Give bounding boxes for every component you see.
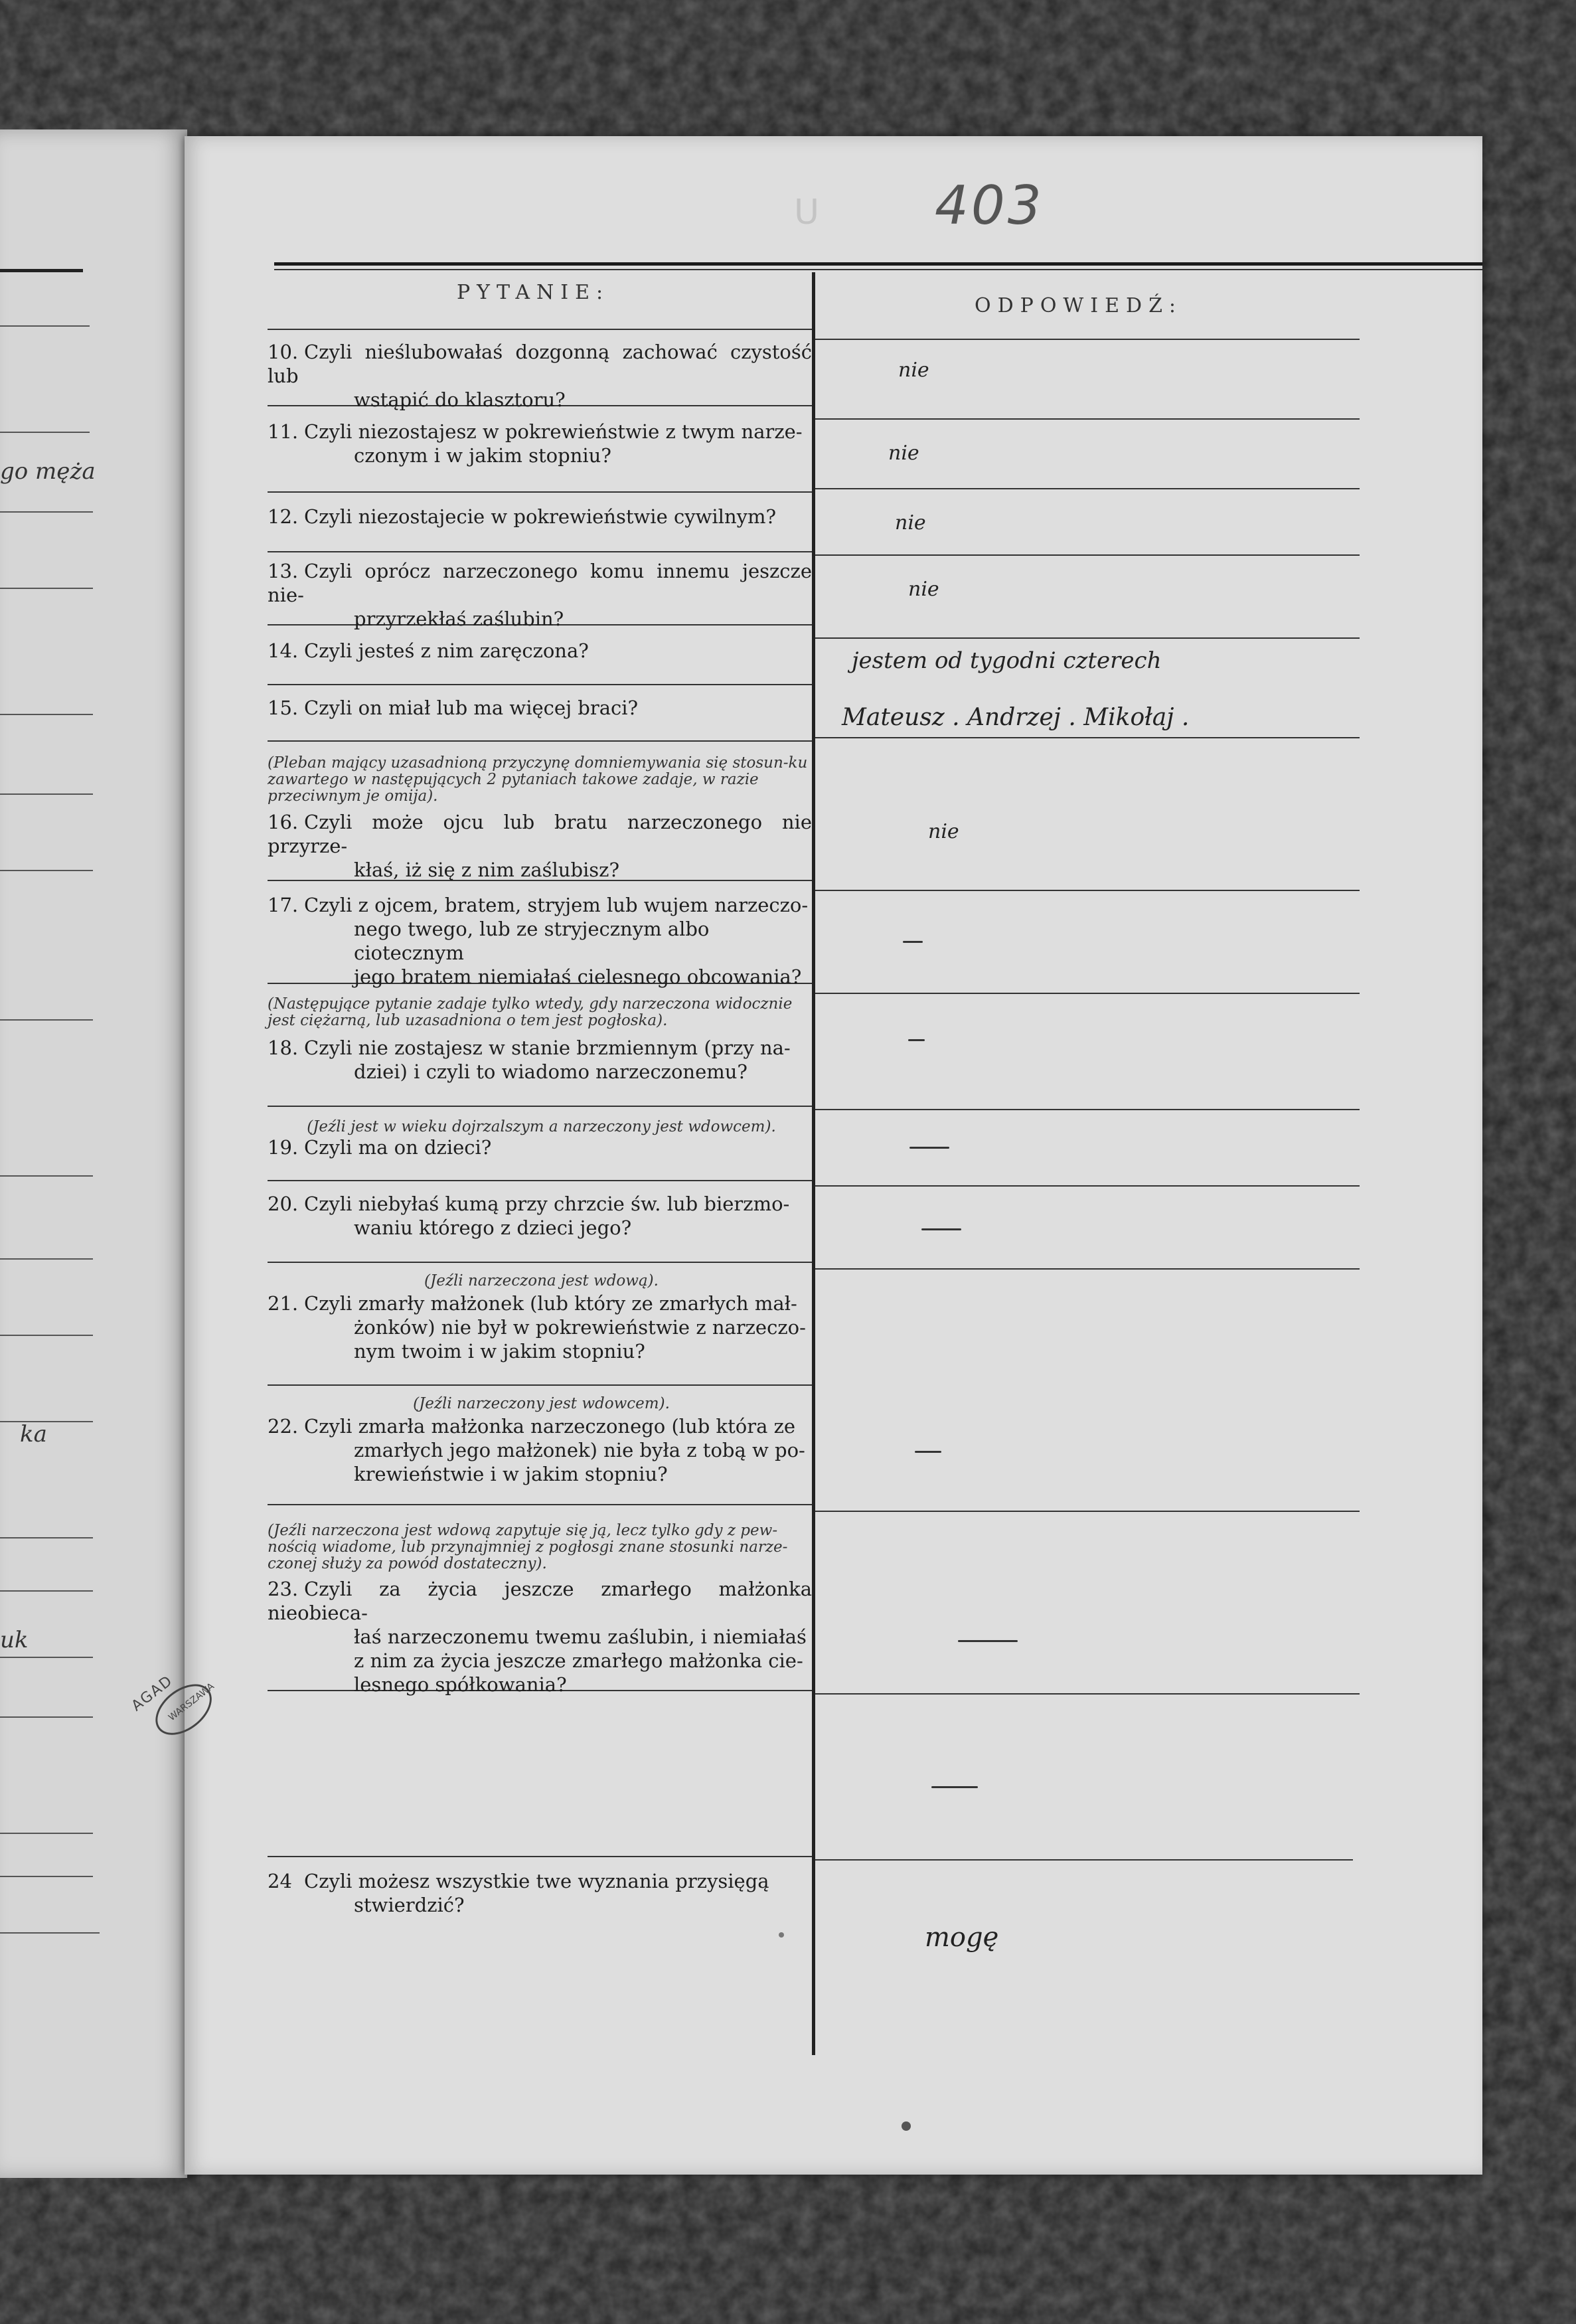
rule	[268, 491, 812, 493]
question-text-cont: dziei) i czyli to wiadomo narzeczonemu?	[354, 1060, 748, 1083]
question-text: Czyli zmarła małżonka narzeczonego (lub która ze	[304, 1415, 796, 1438]
page-dot	[902, 2121, 911, 2131]
answer-13: nie	[908, 578, 939, 601]
question-number: 12.	[268, 505, 299, 528]
question-10	[268, 340, 812, 412]
question-number: 21.	[268, 1292, 299, 1315]
note-16: (Pleban mający uzasadnioną przyczynę domniemywania się stosun-ku zawartego w następujących 2 pytaniach takowe zadaje, w razie przeciwnym je omija).	[268, 754, 808, 805]
rule	[815, 339, 1360, 340]
answer-12: nie	[895, 511, 926, 535]
question-20	[268, 1192, 812, 1240]
answer-14: jestem od tygodni czterech	[852, 647, 1162, 674]
rule	[268, 1106, 812, 1107]
rule	[815, 418, 1360, 420]
rule	[268, 551, 812, 552]
question-14	[268, 639, 812, 663]
question-text-cont: zmarłych jego małżonek) nie była z tobą w po-	[354, 1439, 805, 1461]
question-number: 10.	[268, 341, 299, 363]
question-16	[268, 810, 812, 882]
question-number: 17.	[268, 894, 299, 916]
question-number: 20.	[268, 1193, 299, 1215]
left-page-handwriting-3: uk	[0, 1627, 29, 1653]
question-17	[268, 893, 812, 989]
answer-17-dash	[903, 941, 923, 943]
question-text-cont: waniu którego z dzieci jego?	[354, 1216, 632, 1239]
question-text: Czyli nie zostajesz w stanie brzmiennym (przy na-	[304, 1037, 791, 1059]
answer-20-dash	[921, 1228, 961, 1230]
question-text: Czyli za życia jeszcze zmarłego małżonka nieobieca-	[268, 1578, 812, 1624]
question-text-cont: lesnego spółkowania?	[354, 1673, 567, 1696]
note-22: (Jeźli narzeczony jest wdowcem).	[413, 1395, 670, 1412]
question-text-cont: stwierdzić?	[354, 1894, 465, 1916]
left-page-handwriting-2: ka	[20, 1421, 47, 1448]
rule	[815, 1693, 1360, 1695]
question-text-cont: nego twego, lub ze stryjecznym albo ciotecznym	[354, 918, 710, 964]
rule	[815, 637, 1360, 639]
answer-23-dash	[958, 1640, 1018, 1642]
left-page-handwriting-1: go męża	[0, 458, 96, 485]
question-text: Czyli niezostajesz w pokrewieństwie z twym narze-	[304, 420, 803, 443]
question-number: 13.	[268, 560, 299, 582]
note-21: (Jeźli narzeczona jest wdową).	[424, 1272, 659, 1289]
question-15	[268, 696, 812, 720]
rule	[815, 488, 1360, 489]
question-12	[268, 505, 812, 529]
question-number: 15.	[268, 697, 299, 719]
question-text: Czyli możesz wszystkie twe wyznania przysięgą	[304, 1870, 769, 1892]
previous-page-edge	[0, 129, 187, 2178]
question-number: 16.	[268, 811, 299, 833]
question-text: Czyli oprócz narzeczonego komu innemu jeszcze nie-	[268, 560, 812, 606]
faint-mark: U	[794, 193, 820, 232]
question-18	[268, 1036, 812, 1084]
rule	[815, 890, 1360, 891]
question-text: Czyli nieślubowałaś dozgonną zachować czystość lub	[268, 341, 812, 387]
question-text-cont: czonym i w jakim stopniu?	[354, 444, 611, 467]
question-text-cont: przyrzekłaś zaślubin?	[354, 608, 564, 630]
rule	[268, 1262, 812, 1263]
rule	[268, 1856, 812, 1857]
answer-18-dash	[908, 1039, 925, 1041]
question-text: Czyli niezostajecie w pokrewieństwie cywilnym?	[304, 505, 777, 528]
archive-stamp-subtext: WARSZAWA	[167, 1681, 216, 1724]
question-number: 23.	[268, 1578, 299, 1600]
rule	[815, 1185, 1360, 1187]
question-text-cont: krewieństwie i w jakim stopniu?	[354, 1463, 668, 1485]
rule	[268, 329, 812, 330]
archive-stamp-text: AGAD	[128, 1672, 177, 1715]
note-18: (Następujące pytanie zadaje tylko wtedy, gdy narzeczona widocznie jest ciężarną, lub uzasadniona o tem jest pogłoska).	[268, 995, 793, 1029]
answer-19-dash	[909, 1147, 949, 1149]
rule	[815, 993, 1360, 994]
answer-16: nie	[928, 820, 959, 843]
question-19	[268, 1135, 812, 1159]
question-number: 18.	[268, 1037, 299, 1059]
question-text-cont: żonków) nie był w pokrewieństwie z narzeczo-	[354, 1316, 806, 1339]
rule	[815, 737, 1360, 738]
answer-24: mogę	[925, 1922, 999, 1953]
rule	[268, 1504, 812, 1505]
question-number: 22.	[268, 1415, 299, 1438]
folio-number: 403	[935, 175, 1044, 236]
rule	[815, 1109, 1360, 1110]
rule	[815, 1268, 1360, 1270]
question-text-cont: jego bratem niemiałaś cielesnego obcowania?	[354, 965, 802, 988]
question-text-cont: wstąpić do klasztoru?	[354, 388, 566, 411]
rule	[268, 1384, 812, 1386]
question-number: 14.	[268, 639, 299, 662]
question-number: 11.	[268, 420, 299, 443]
rule	[268, 740, 812, 742]
question-24	[268, 1869, 812, 1917]
rule	[268, 684, 812, 685]
answer-10: nie	[898, 359, 929, 382]
question-number: 19.	[268, 1136, 299, 1159]
question-text-cont: łaś narzeczonemu twemu zaślubin, i niemiałaś	[354, 1625, 807, 1648]
question-text: Czyli niebyłaś kumą przy chrzcie św. lub bierzmo-	[304, 1193, 790, 1215]
question-text: Czyli ma on dzieci?	[304, 1136, 492, 1159]
question-column-header: PYTANIE:	[457, 281, 610, 304]
question-text: Czyli z ojcem, bratem, stryjem lub wujem narzeczo-	[304, 894, 809, 916]
page-dot	[779, 1932, 784, 1938]
question-text: Czyli on miał lub ma więcej braci?	[304, 697, 639, 719]
column-divider	[812, 272, 815, 2055]
question-text: Czyli może ojcu lub bratu narzeczonego nie przyrze-	[268, 811, 812, 857]
question-text-cont: z nim za życia jeszcze zmarłego małżonka cie-	[354, 1649, 803, 1672]
answer-column-header: ODPOWIEDŹ:	[975, 294, 1183, 317]
note-23: (Jeźli narzeczona jest wdową zapytuje się ją, lecz tylko gdy z pew-nością wiadome, lub przynajmniej z pogłosgi znane stosunki narze-czonej służy za powód dostateczny).	[268, 1522, 788, 1572]
top-rule	[274, 262, 1482, 266]
question-13	[268, 559, 812, 631]
answer-blank-dash	[931, 1786, 978, 1788]
question-23	[268, 1577, 812, 1697]
question-22	[268, 1414, 812, 1486]
question-number: 24	[268, 1870, 292, 1892]
rule	[815, 1859, 1353, 1861]
form-page	[185, 136, 1482, 2175]
answer-15: Mateusz . Andrzej . Mikołaj .	[842, 704, 1190, 731]
question-text-cont: nym twoim i w jakim stopniu?	[354, 1340, 645, 1363]
question-text-cont: kłaś, iż się z nim zaślubisz?	[354, 859, 620, 881]
note-19: (Jeźli jest w wieku dojrzalszym a narzeczony jest wdowcem).	[307, 1118, 776, 1135]
rule	[268, 1180, 812, 1181]
rule	[815, 554, 1360, 556]
rule	[815, 1511, 1360, 1512]
question-21	[268, 1291, 812, 1363]
answer-11: nie	[888, 442, 919, 465]
top-rule-thin	[274, 269, 1482, 270]
answer-22-dash	[915, 1451, 941, 1453]
question-11	[268, 420, 812, 467]
question-text: Czyli zmarły małżonek (lub który ze zmarłych mał-	[304, 1292, 797, 1315]
question-text: Czyli jesteś z nim zaręczona?	[304, 639, 589, 662]
